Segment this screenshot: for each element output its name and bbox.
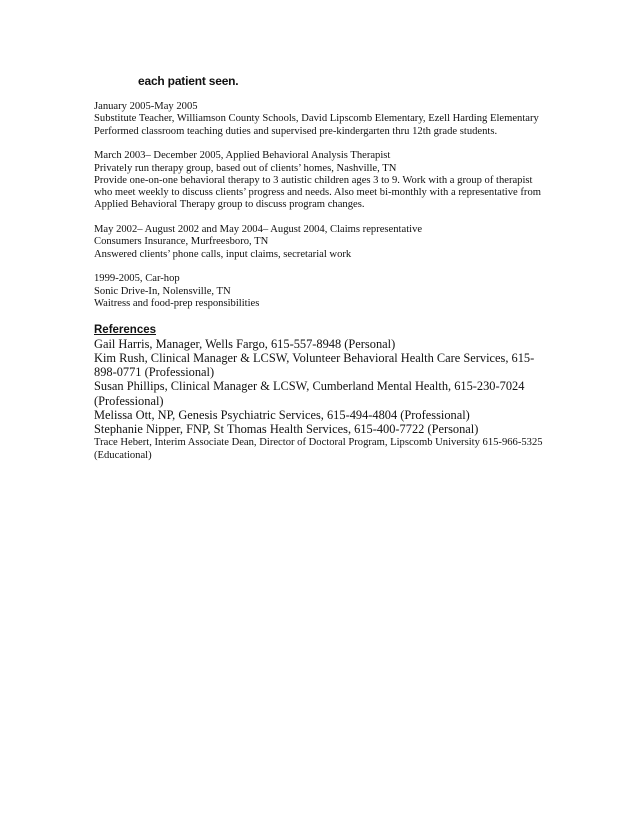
reference-item: Kim Rush, Clinical Manager & LCSW, Volunteer Behavioral Health Care Services, 615-898-0771 (Professional) (94, 350, 535, 380)
reference-item: Melissa Ott, NP, Genesis Psychiatric Services, 615-494-4804 (Professional) (94, 407, 470, 422)
job-dates: March 2003– December 2005, Applied Behavioral Analysis Therapist (94, 150, 391, 162)
job-position: Sonic Drive-In, Nolensville, TN (94, 285, 231, 297)
job-position: Substitute Teacher, Williamson County Schools, David Lipscomb Elementary, Ezell Harding Elementary (94, 113, 539, 125)
resume-content (94, 101, 544, 462)
job-dates: 1999-2005, Car-hop (94, 273, 180, 285)
job-position: Privately run therapy group, based out of clients’ homes, Nashville, TN (94, 162, 397, 174)
job-entry (94, 101, 544, 138)
job-dates: May 2002– August 2002 and May 2004– August 2004, Claims representative (94, 224, 423, 236)
reference-item: Stephanie Nipper, FNP, St Thomas Health Services, 615-400-7722 (Personal) (94, 421, 479, 436)
reference-item: Susan Phillips, Clinical Manager & LCSW, Cumberland Mental Health, 615-230-7024 (Professional) (94, 379, 525, 408)
reference-item: Trace Hebert, Interim Associate Dean, Director of Doctoral Program, Lipscomb University 615-966-5325 (Educational) (94, 437, 543, 461)
job-entry (94, 150, 544, 211)
job-description: Performed classroom teaching duties and supervised pre-kindergarten thru 12th grade students. (94, 125, 498, 137)
job-description: Waitress and food-prep responsibilities (94, 298, 260, 310)
reference-item: Gail Harris, Manager, Wells Fargo, 615-557-8948 (Personal) (94, 336, 396, 351)
job-position: Consumers Insurance, Murfreesboro, TN (94, 236, 269, 248)
job-description: Provide one-on-one behavioral therapy to 3 autistic children ages 3 to 9. Work with a group of therapist who meet weekly to discuss clients’ progress and needs. Also meet bi-monthly with a representative from Applied Behavioral Therapy group to discuss program changes. (94, 174, 541, 211)
references-heading: References (94, 323, 157, 336)
job-dates: January 2005-May 2005 (94, 101, 198, 112)
job-entry (94, 224, 544, 261)
job-entry (94, 273, 544, 310)
intro-line: each patient seen. (138, 74, 239, 88)
job-description: Answered clients’ phone calls, input claims, secretarial work (94, 248, 352, 260)
